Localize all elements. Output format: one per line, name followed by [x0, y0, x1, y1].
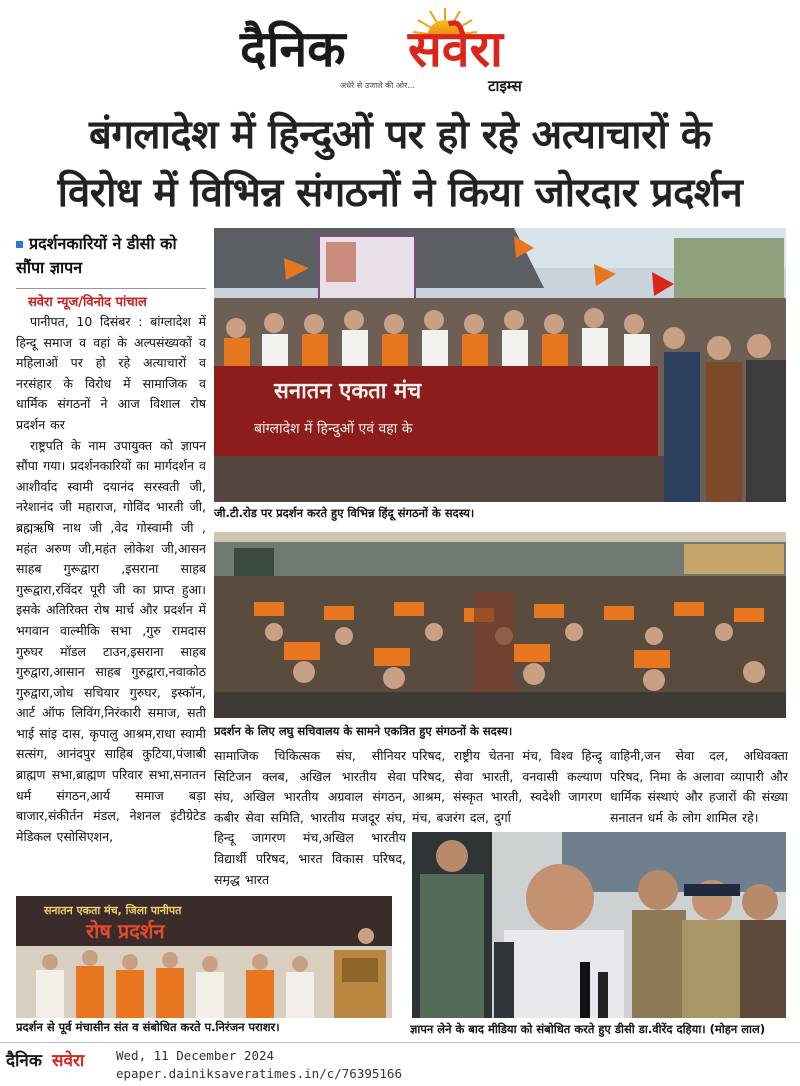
photo-media[interactable] [412, 832, 786, 1018]
photo-rally[interactable] [214, 228, 786, 502]
logo-word-times: टाइम्स [488, 77, 522, 95]
caption-media: ज्ञापन लेने के बाद मीडिया को संबोधित करते हुए डीसी डा.वीरेंद दहिया। (मोहन लाल) [410, 1022, 766, 1036]
headline [10, 106, 790, 222]
edition-date: Wed, 11 December 2024 [116, 1048, 275, 1063]
photo-stage[interactable] [16, 896, 392, 1018]
stage-banner-line-1: सनातन एकता मंच, जिला पानीपत [44, 904, 182, 917]
headline-line-1: बंगलादेश में हिन्दुओं पर हो रहे अत्याचारों के [89, 111, 711, 158]
masthead [0, 0, 800, 98]
media-scene [412, 832, 786, 1018]
story-column-1 [16, 312, 206, 894]
bullet-icon [16, 241, 23, 248]
story-paragraph-2: राष्ट्रपति के नाम उपायुक्त को ज्ञापन सौंपा गया। प्रदर्शनकारियों का मार्गदर्शन व आशीर्वाद स्वामी दयानंद सरस्वती जी, नरेशानंद जी महाराज, गोविंद भारती जी, ब्रह्मऋषि नाथ जी ,वेद गोस्वामी जी , महंत अरुण जी,महंत लोकेश जी,आसन साहब गुरूद्वारा ,इसराना साहब गुरूद्वारा,रविंदर पूरी जी का प्राप्त हुआ। इसके अतिरिक्त रोष मार्च और प्रदर्शन में भगवान वाल्मीकि सभा ,गुरु रामदास गुरुघर मॉडल टाउन,इसराना साहब गुरुद्वारा,आसान साहब गुरुद्वारा,नवाकोठ गुरुद्वारा,जोध सचियार गुरुघर, इस्कॉन, आर्ट ऑफ लिविंग,निरंकारी समाज, सती भाई सांइ दास, कृपालु आश्रम,राधा स्वामी सत्संग, आनंदपुर साहिब कुटिया,पंजाबी ब्राह्मण सभा,ब्राह्मण परिवार सभा,सनातन धर्म संगठन,आर्य समाज बड़ा बाजार,संकीर्तन मंडल, नेशनल इंटीग्रेटेड मेडिकल एसोसिएशन, [16, 437, 206, 844]
stage-banner-line-2: रोष प्रदर्शन [86, 919, 165, 943]
caption-crowd: प्रदर्शन के लिए लघु सचिवालय के सामने एकत्रित हुए संगठनों के सदस्य। [214, 724, 513, 738]
caption-rally: जी.टी.रोड पर प्रदर्शन करते हुए विभिन्न हिंदू संगठनों के सदस्य। [214, 506, 475, 520]
footer-logo[interactable] [6, 1046, 100, 1084]
footer-logo-word-2: सवेरा [52, 1051, 85, 1071]
subheadline [16, 232, 208, 280]
footer-divider [0, 1042, 800, 1043]
byline-divider [16, 288, 206, 289]
byline: सवेरा न्यूज/विनोद पांचाल [28, 295, 147, 310]
crowd-scene [214, 532, 786, 718]
newspaper-logo[interactable] [240, 10, 560, 95]
subheadline-text: प्रदर्शनकारियों ने डीसी को सौंपा ज्ञापन [16, 234, 177, 277]
photo-crowd[interactable] [214, 532, 786, 718]
caption-stage: प्रदर्शन से पूर्व मंचासीन संत व संबोधित करते प.निरंजन पराशर। [16, 1020, 280, 1034]
footer-logo-word-1: दैनिक [6, 1051, 42, 1071]
story-column-4: वाहिनी,जन सेवा दल, अधिवक्ता परिषद, निमा के अलावा व्यापारी और धार्मिक संस्थाएं और हजारों की संख्या सनातन धर्म के लोग शामिल रहे। [610, 748, 788, 825]
rally-banner-text-2: बांग्लादेश में हिन्दुओं एवं वहा के [254, 421, 413, 437]
story-column-3: परिषद, राष्ट्रीय चेतना मंच, विश्व हिन्दू परिषद, सेवा भारती, वनवासी कल्याण आश्रम, संस्कृत भारती, स्वदेशी जागरण मंच, बजरंग दल, दुर्गा [412, 748, 602, 825]
rally-banner-text-1: सनातन एकता मंच [274, 378, 422, 404]
headline-line-2: विरोध में विभिन्न संगठनों ने किया जोरदार प्रदर्शन [57, 169, 743, 216]
logo-word-savera: सवेरा [408, 19, 503, 78]
story-paragraph-1: पानीपत, 10 दिसंबर : बांग्लादेश में हिन्दू समाज व वहां के अल्पसंख्यकों व महिलाओं पर हो रहे अत्याचारों व नरसंहार के विरोध में सामाजिक व धार्मिक संगठनों ने आज विशाल रोष प्रदर्शन कर [16, 314, 206, 432]
stage-scene [16, 896, 392, 1018]
logo-word-dainik: दैनिक [240, 19, 346, 78]
logo-tagline: अंधेरे से उजाले की ओर... [340, 81, 416, 90]
rally-scene [214, 228, 786, 502]
story-column-2: सामाजिक चिकित्सक संघ, सीनियर सिटिजन क्लब, अखिल भारतीय सेवा संघ, अखिल भारतीय अग्रवाल संगठन, कबीर सेवा समिति, भारतीय मजदूर संघ, हिन्दू जागरण मंच,अखिल भारतीय विद्यार्थी परिषद, भारत विकास परिषद, समृद्ध भारत [214, 748, 406, 886]
epaper-link[interactable]: epaper.dainiksaveratimes.in/c/76395166 [116, 1066, 402, 1081]
